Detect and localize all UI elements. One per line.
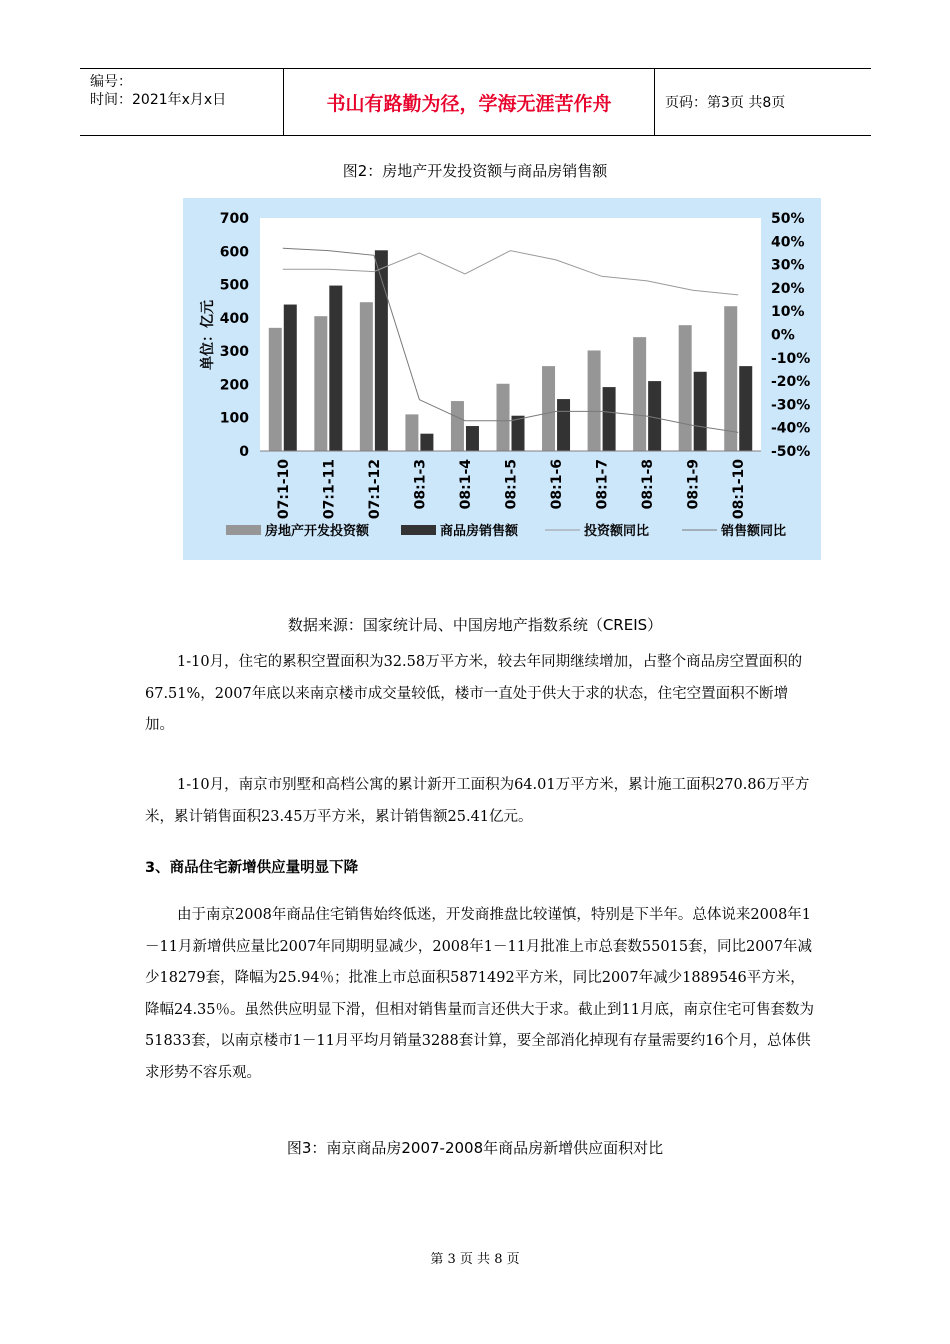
y2-tick-label: -30% — [771, 397, 811, 414]
y-tick-label: 400 — [219, 310, 249, 327]
paragraph-3: 由于南京2008年商品住宅销售始终低迷，开发商推盘比较谨慎，特别是下半年。总体说来2008年1－11月新增供应量比2007年同期明显减少，2008年1－11月批准上市总套数55015套，同比2007年减少18279套，降幅为25.94％；批准上市总面积5871492平方米，同比2007年减少1889546平方米，降幅24.35％。虽然供应明显下滑，但相对销售量而言还供大于求。截止到11月底，南京住宅可售套数为51833套，以南京楼市1－11月平均月销量3288套计算，要全部消化掉现有存量需要约16个月，总体供求形势不容乐观。 — [145, 907, 814, 1081]
header-motto: 书山有路勤为径，学海无涯苦作舟 — [283, 69, 655, 135]
bar-investment-6 — [542, 366, 555, 451]
y-tick-label: 200 — [219, 377, 249, 394]
bar-investment-4 — [451, 401, 464, 451]
y-tick-label: 100 — [219, 410, 249, 427]
date-label: 时间：2021年x月x日 — [90, 92, 227, 108]
y2-tick-label: -20% — [771, 374, 811, 391]
y-tick-label: 0 — [239, 444, 249, 460]
legend-label-0: 房地产开发投资额 — [265, 524, 370, 539]
y2-tick-label: 40% — [771, 234, 805, 251]
header-page-label: 页码：第3页 共8页 — [665, 95, 786, 111]
bar-sales-0 — [284, 305, 297, 451]
section-heading-3: 3、商品住宅新增供应量明显下降 — [145, 860, 359, 876]
y2-tick-label: -40% — [771, 420, 811, 437]
bar-investment-10 — [724, 306, 737, 451]
bar-investment-5 — [497, 384, 510, 451]
x-tick-label: 08:1-4 — [457, 459, 474, 510]
y2-tick-label: 50% — [771, 211, 805, 227]
x-tick-label: 07:1-11 — [321, 459, 338, 520]
bar-investment-3 — [405, 414, 418, 451]
bar-sales-3 — [420, 434, 433, 451]
bar-investment-9 — [679, 325, 692, 451]
bar-sales-4 — [466, 426, 479, 451]
x-tick-label: 08:1-6 — [549, 459, 566, 510]
legend-label-2: 投资额同比 — [584, 524, 650, 539]
figure3-caption: 图3：南京商品房2007-2008年商品房新增供应面积对比 — [286, 1139, 664, 1157]
bar-sales-10 — [739, 366, 752, 451]
y-tick-label: 600 — [219, 244, 249, 261]
y2-tick-label: 20% — [771, 280, 805, 297]
bar-sales-8 — [648, 381, 661, 451]
legend-label-3: 销售额同比 — [721, 524, 787, 539]
figure2-caption: 图2：房地产开发投资额与商品房销售额 — [342, 162, 608, 180]
header-left — [80, 69, 283, 135]
paragraph-2: 1-10月，南京市别墅和高档公寓的累计新开工面积为64.01万平方米，累计施工面积270.86万平方米，累计销售面积23.45万平方米，累计销售额25.41亿元。 — [145, 777, 810, 825]
y2-tick-label: -50% — [771, 444, 811, 460]
figure2-chart-panel — [183, 198, 821, 560]
y2-tick-label: -10% — [771, 350, 811, 367]
y2-tick-label: 10% — [771, 304, 805, 321]
bar-sales-1 — [329, 286, 342, 451]
x-tick-label: 08:1-7 — [594, 459, 611, 510]
bar-sales-7 — [603, 387, 616, 451]
bar-investment-0 — [269, 328, 282, 451]
paragraph-1: 1-10月，住宅的累积空置面积为32.58万平方米，较去年同期继续增加，占整个商品房空置面积的67.51%，2007年底以来南京楼市成交量较低，楼市一直处于供大于求的状态，住宅空置面积不断增加。 — [145, 654, 803, 733]
x-tick-label: 07:1-12 — [366, 459, 383, 520]
page-header — [80, 68, 871, 136]
legend-swatch-1 — [401, 525, 436, 535]
y-axis-label: 单位：亿元 — [200, 300, 216, 370]
y-tick-label: 300 — [219, 344, 249, 361]
figure2-source: 数据来源：国家统计局、中国房地产指数系统（CREIS） — [287, 616, 663, 634]
x-tick-label: 08:1-10 — [731, 459, 748, 520]
x-tick-label: 08:1-9 — [685, 459, 702, 510]
y2-tick-label: 0% — [771, 327, 795, 344]
serial-label: 编号： — [90, 74, 132, 90]
y-tick-label: 500 — [219, 277, 249, 294]
bar-sales-5 — [512, 416, 525, 451]
bar-investment-7 — [588, 350, 601, 451]
page-footer: 第 3 页 共 8 页 — [430, 1252, 520, 1267]
bar-investment-1 — [314, 316, 327, 451]
x-tick-label: 08:1-8 — [640, 459, 657, 510]
x-tick-label: 08:1-5 — [503, 459, 520, 510]
legend-label-1: 商品房销售额 — [440, 524, 519, 539]
legend-swatch-0 — [226, 525, 261, 535]
bar-sales-6 — [557, 399, 570, 451]
x-tick-label: 07:1-10 — [275, 459, 292, 520]
bar-investment-2 — [360, 302, 373, 451]
bar-sales-9 — [694, 372, 707, 451]
y-tick-label: 700 — [219, 211, 249, 227]
x-tick-label: 08:1-3 — [412, 459, 429, 510]
y2-tick-label: 30% — [771, 257, 805, 274]
bar-investment-8 — [633, 337, 646, 451]
figure2-chart — [183, 198, 821, 560]
